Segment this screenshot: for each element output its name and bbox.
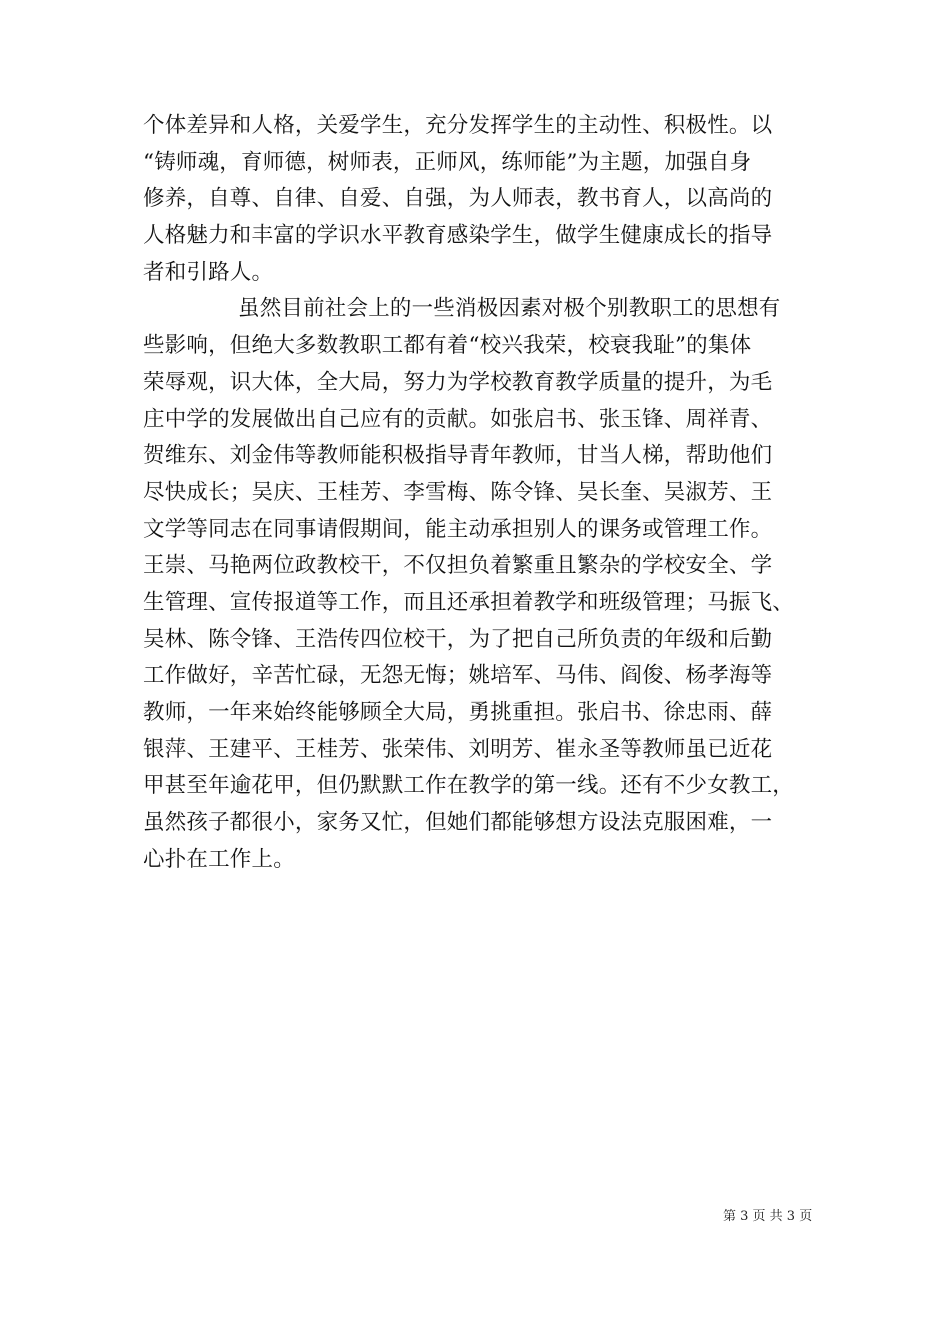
text-line: 银萍、王建平、王桂芳、张荣伟、刘明芳、崔永圣等教师虽已近花: [143, 736, 773, 762]
text-line: 修养，自尊、自律、自爱、自强，为人师表，教书育人，以高尚的: [143, 186, 773, 212]
body-text: [143, 108, 823, 878]
text-line: 个体差异和人格，关爱学生，充分发挥学生的主动性、积极性。以: [143, 113, 773, 138]
page-number: 第 3 页 共 3 页: [723, 1209, 813, 1224]
text-line: 吴林、陈令锋、王浩传四位校干，为了把自己所负责的年级和后勤: [143, 626, 773, 652]
text-line: 荣辱观，识大体，全大局，努力为学校教育教学质量的提升，为毛: [143, 369, 773, 395]
text-line: 生管理、宣传报道等工作，而且还承担着教学和班级管理；马振飞、: [143, 589, 795, 615]
text-line: 些影响，但绝大多数教职工都有着“校兴我荣，校衰我耻”的集体: [143, 333, 752, 359]
text-line: 教师，一年来始终能够顾全大局，勇挑重担。张启书、徐忠雨、薛: [143, 700, 773, 725]
text-line: 尽快成长；吴庆、王桂芳、李雪梅、陈令锋、吴长奎、吴淑芳、王: [143, 479, 773, 505]
text-line: 甲甚至年逾花甲，但仍默默工作在教学的第一线。还有不少女教工，: [143, 773, 795, 799]
text-line: 者和引路人。: [143, 259, 274, 285]
text-line: 人格魅力和丰富的学识水平教育感染学生，做学生健康成长的指导: [143, 223, 773, 249]
text-line: 贺维东、刘金伟等教师能积极指导青年教师，甘当人梯，帮助他们: [143, 443, 773, 469]
paragraph-first-line: 虽然目前社会上的一些消极因素对极个别教职工的思想有: [238, 296, 781, 322]
text-line: 心扑在工作上。: [143, 846, 295, 872]
text-line: 虽然孩子都很小，家务又忙，但她们都能够想方设法克服困难，一: [143, 810, 773, 836]
text-line: 庄中学的发展做出自己应有的贡献。如张启书、张玉锋、周祥青、: [143, 406, 773, 432]
text-line: 王崇、马艳两位政教校干，不仅担负着繁重且繁杂的学校安全、学: [143, 553, 773, 579]
text-line: “铸师魂，育师德，树师表，正师风，练师能”为主题，加强自身: [143, 149, 752, 175]
text-line: 工作做好，辛苦忙碌，无怨无悔；姚培军、马伟、阎俊、杨孝海等: [143, 663, 773, 689]
text-line: 文学等同志在同事请假期间，能主动承担别人的课务或管理工作。: [143, 516, 773, 542]
